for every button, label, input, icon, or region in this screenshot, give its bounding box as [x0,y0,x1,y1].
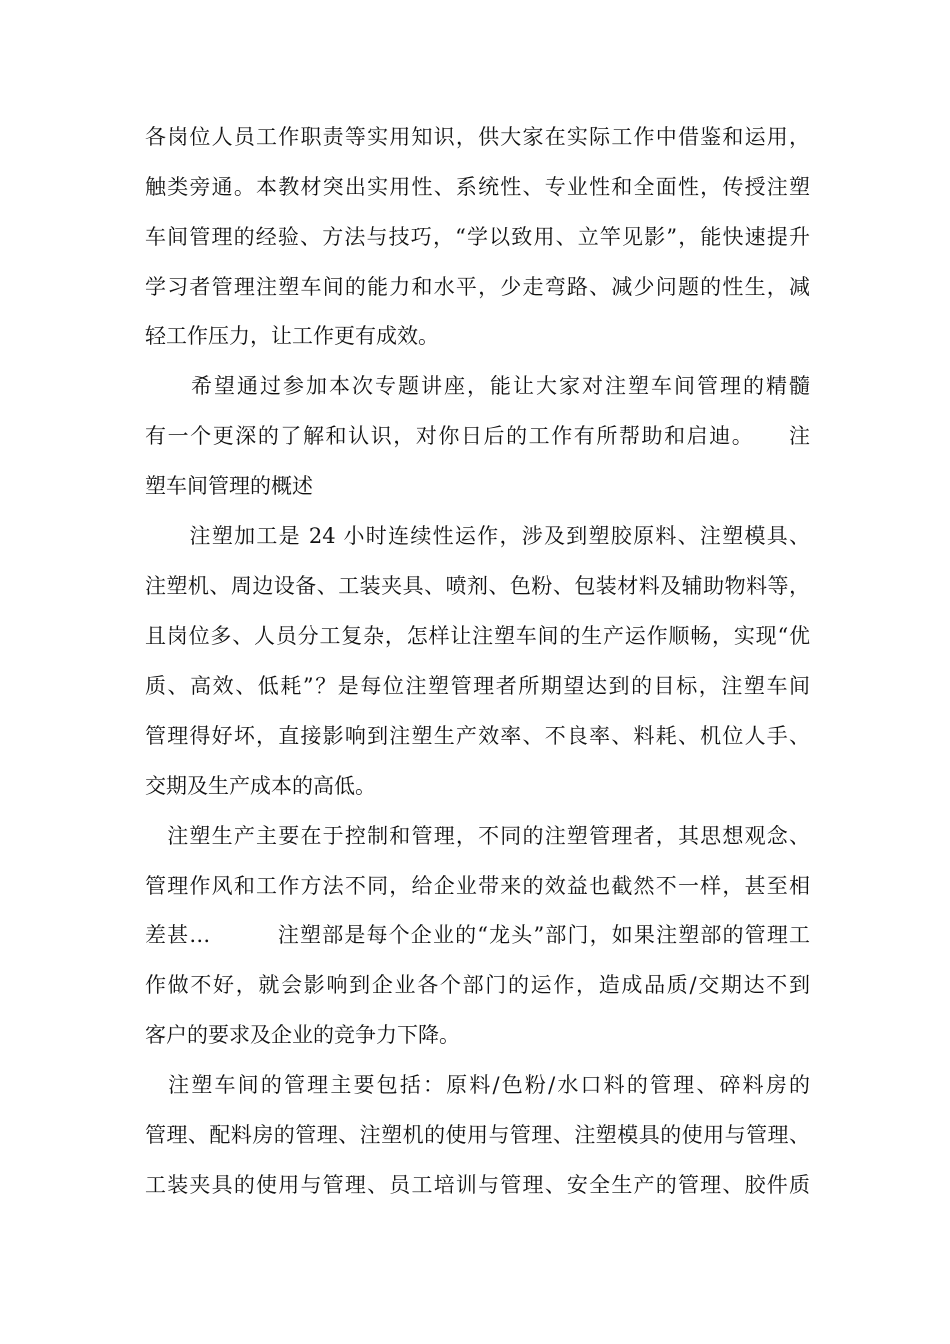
text-line: 工装夹具的使用与管理、员工培训与管理、安全生产的管理、胶件质 [145,1173,810,1197]
text-line: 管理作风和工作方法不同，给企业带来的效益也截然不一样，甚至相 [145,874,810,898]
text-line: 注塑生产主要在于控制和管理，不同的注塑管理者，其思想观念、 [145,824,810,848]
text-line: 注塑机、周边设备、工装夹具、喷剂、色粉、包装材料及辅助物料等， [145,574,810,598]
text-line: 差甚… 注塑部是每个企业的“龙头”部门，如果注塑部的管理工 [145,923,810,947]
text-line: 轻工作压力，让工作更有成效。 [145,324,439,348]
text-line: 且岗位多、人员分工复杂，怎样让注塑车间的生产运作顺畅，实现“优 [145,624,810,648]
text-line: 注塑加工是 24 小时连续性运作，涉及到塑胶原料、注塑模具、 [145,524,810,548]
text-line: 质、高效、低耗”？是每位注塑管理者所期望达到的目标，注塑车间 [145,674,810,698]
text-line: 注塑车间的管理主要包括：原料/色粉/水口料的管理、碎料房的 [145,1073,810,1097]
text-line: 客户的要求及企业的竞争力下降。 [145,1023,460,1047]
text-line: 学习者管理注塑车间的能力和水平，少走弯路、减少问题的性生，减 [145,275,810,299]
text-line: 各岗位人员工作职责等实用知识，供大家在实际工作中借鉴和运用， [145,125,810,149]
text-line: 有一个更深的了解和认识，对你日后的工作有所帮助和启迪。 注 [145,424,810,448]
text-line: 管理得好坏，直接影响到注塑生产效率、不良率、料耗、机位人手、 [145,724,810,748]
text-line: 车间管理的经验、方法与技巧，“学以致用、立竿见影”，能快速提升 [145,225,810,249]
text-line: 作做不好，就会影响到企业各个部门的运作，造成品质/交期达不到 [145,973,810,997]
text-line: 触类旁通。本教材突出实用性、系统性、专业性和全面性，传授注塑 [145,175,810,199]
text-line: 塑车间管理的概述 [145,474,313,498]
text-line: 管理、配料房的管理、注塑机的使用与管理、注塑模具的使用与管理、 [145,1123,810,1147]
text-line: 希望通过参加本次专题讲座，能让大家对注塑车间管理的精髓 [145,374,810,398]
text-line: 交期及生产成本的高低。 [145,774,376,798]
